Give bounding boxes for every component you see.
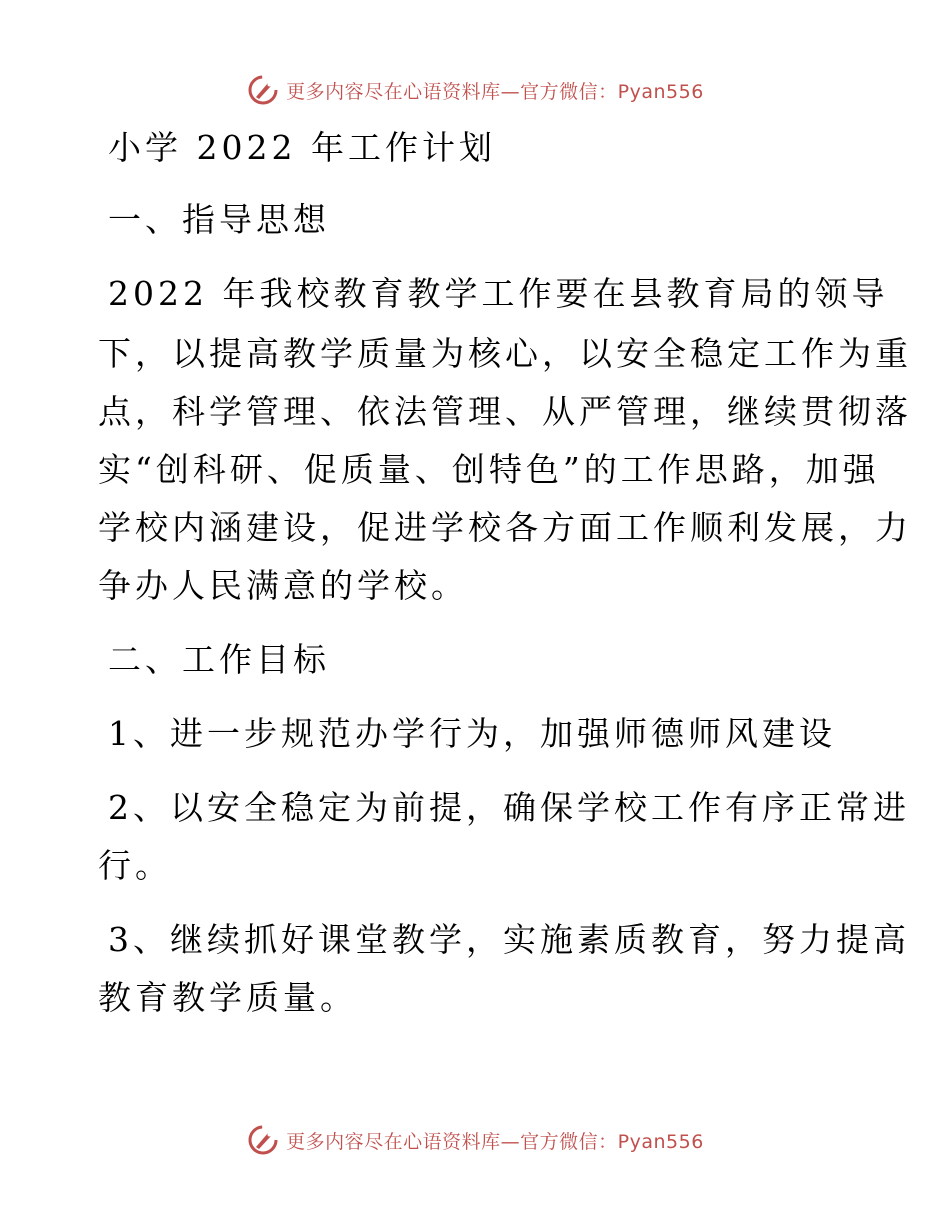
footer-watermark <box>0 1120 950 1160</box>
watermark-text: 更多内容尽在心语资料库—官方微信：Pyan556 <box>286 80 704 103</box>
goal-item-3-continued: 教育教学质量。 <box>98 978 357 1017</box>
section-heading-work-goals: 二、工作目标 <box>108 640 330 679</box>
header-watermark <box>0 70 950 110</box>
paragraph-line: 实“创科研、促质量、创特色”的工作思路，加强 <box>98 450 880 489</box>
paragraph-line: 下，以提高教学质量为核心，以安全稳定工作为重 <box>98 334 912 373</box>
goal-item-2: 2、以安全稳定为前提，确保学校工作有序正常进 <box>108 788 910 827</box>
paragraph-line: 争办人民满意的学校。 <box>98 566 468 605</box>
paragraph-line: 学校内涵建设，促进学校各方面工作顺利发展，力 <box>98 508 912 547</box>
section-heading-guiding-ideology: 一、指导思想 <box>108 200 330 239</box>
watermark-text: 更多内容尽在心语资料库—官方微信：Pyan556 <box>286 1130 704 1153</box>
goal-item-2-continued: 行。 <box>98 846 172 885</box>
pen-nib-swirl-icon <box>246 73 280 107</box>
paragraph-line: 2022 年我校教育教学工作要在县教育局的领导 <box>108 274 889 313</box>
document-title: 小学 2022 年工作计划 <box>108 128 496 167</box>
goal-item-3: 3、继续抓好课堂教学，实施素质教育，努力提高 <box>108 920 910 959</box>
paragraph-line: 点，科学管理、依法管理、从严管理，继续贯彻落 <box>98 392 912 431</box>
goal-item-1: 1、进一步规范办学行为，加强师德师风建设 <box>108 714 836 753</box>
pen-nib-swirl-icon <box>246 1123 280 1157</box>
